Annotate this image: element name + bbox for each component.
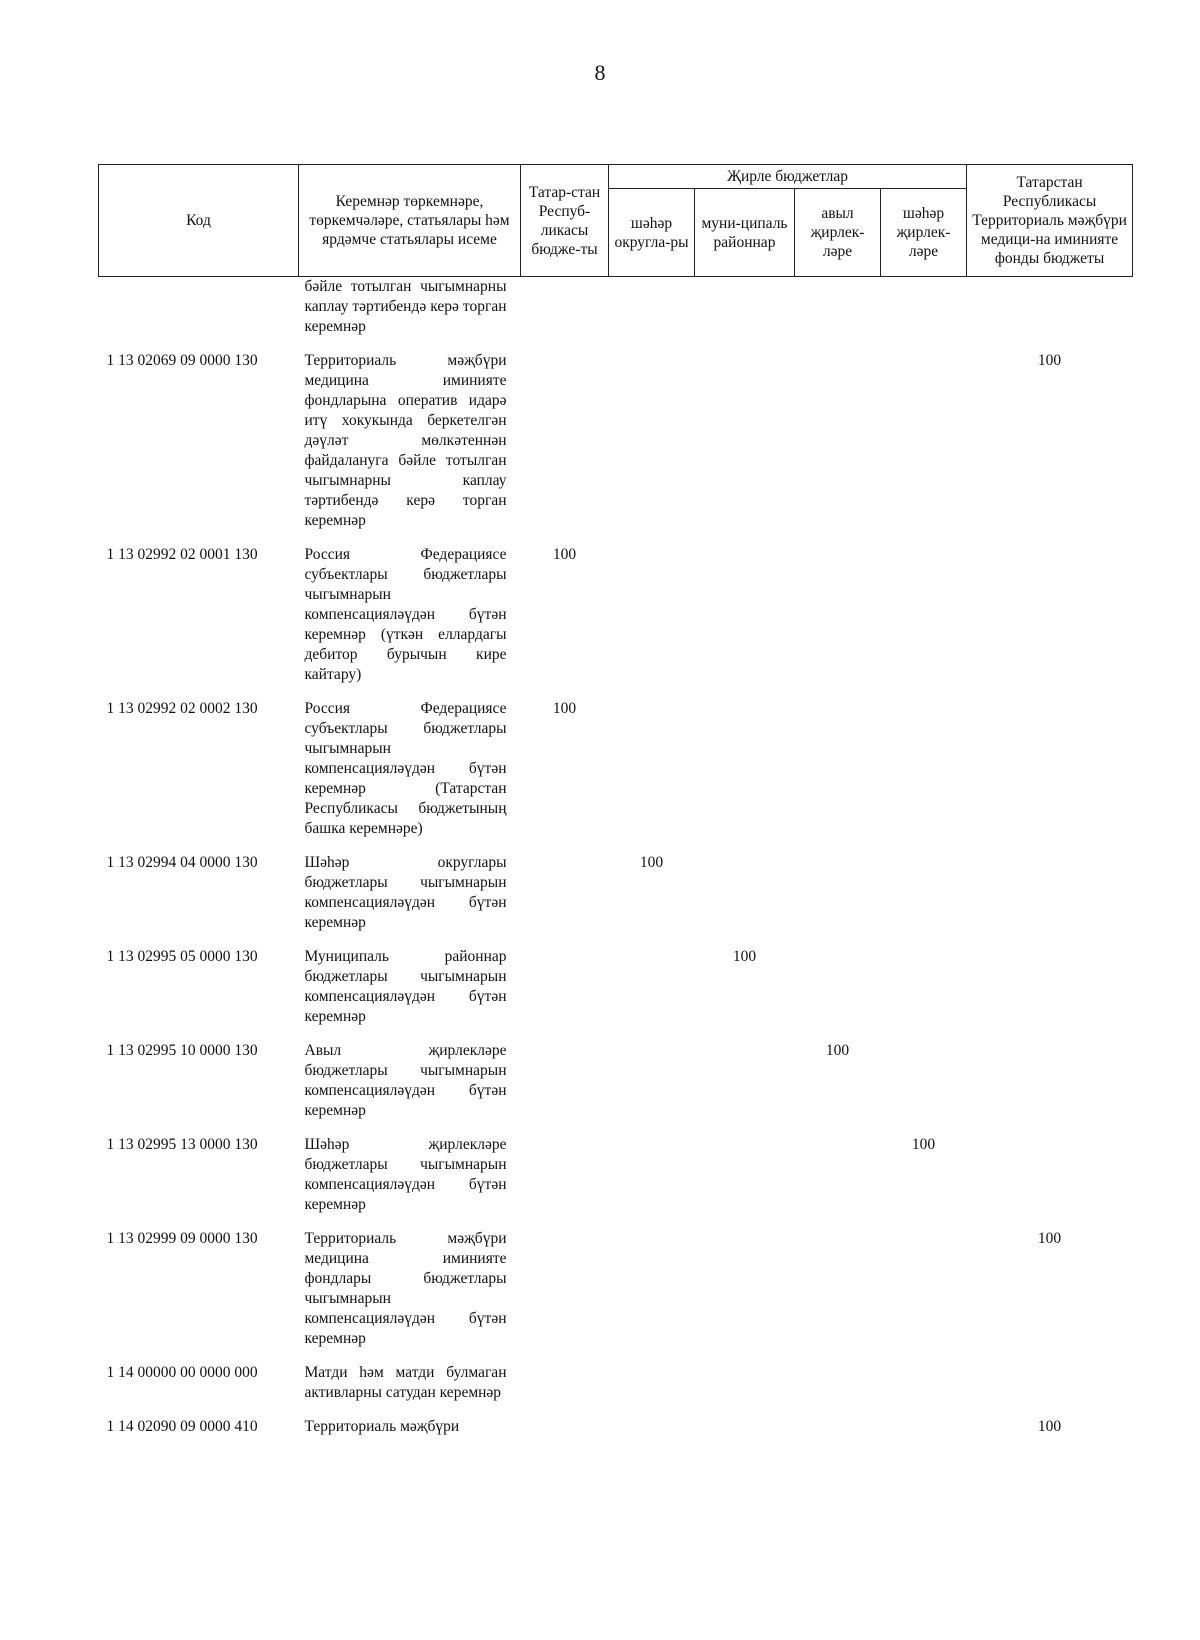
row-rural-settlements-value: 100 — [825, 1042, 850, 1059]
table-row — [99, 1229, 1133, 1363]
row-rt-budget-value — [521, 1135, 609, 1229]
row-urban-settlements-value — [881, 699, 967, 853]
row-rural-settlements-value — [795, 1135, 881, 1229]
row-code: 1 13 02992 02 0002 130 — [106, 700, 258, 717]
row-name: Шәһәр округлары бюджетлары чыгымнарын компенсацияләүдән бүтән керемнәр — [304, 854, 507, 931]
row-fund-budget-value — [967, 853, 1133, 947]
row-code: 1 14 02090 09 0000 410 — [106, 1418, 258, 1435]
table-row — [99, 699, 1133, 853]
header-code: Код — [99, 165, 299, 277]
row-city-districts-value: 100 — [639, 854, 664, 871]
row-rt-budget-value — [521, 1363, 609, 1417]
row-rt-budget-value: 100 — [552, 546, 577, 563]
row-urban-settlements-value — [881, 277, 967, 352]
row-urban-settlements-value — [881, 1041, 967, 1135]
row-name: Шәһәр җирлекләре бюджетлары чыгымнарын компенсацияләүдән бүтән керемнәр — [304, 1136, 507, 1213]
row-city-districts-value — [609, 1417, 695, 1451]
row-rt-budget-value — [521, 1417, 609, 1451]
table-row — [99, 1135, 1133, 1229]
row-urban-settlements-value — [881, 545, 967, 699]
row-municipal-districts-value — [695, 1135, 795, 1229]
row-name: бәйле тотылган чыгымнарны каплау тәртибендә керә торган керемнәр — [304, 278, 507, 335]
table-row — [99, 1417, 1133, 1451]
row-name: Россия Федерациясе субъектлары бюджетлары чыгымнарын компенсацияләүдән бүтән керемнәр (Татарстан Республикасы бюджетының башка керемнәре) — [304, 700, 507, 837]
header-rt-budget: Татар-стан Респуб-ликасы бюдже-ты — [521, 165, 609, 277]
row-municipal-districts-value — [695, 699, 795, 853]
row-fund-budget-value — [967, 277, 1133, 352]
table-row — [99, 947, 1133, 1041]
row-municipal-districts-value — [695, 1229, 795, 1363]
row-rural-settlements-value — [795, 1417, 881, 1451]
row-code: 1 13 02995 10 0000 130 — [106, 1042, 258, 1059]
row-city-districts-value — [609, 1041, 695, 1135]
row-municipal-districts-value — [695, 351, 795, 545]
row-fund-budget-value: 100 — [1037, 352, 1062, 369]
page-number: 8 — [594, 60, 606, 85]
row-rural-settlements-value — [795, 947, 881, 1041]
row-rt-budget-value — [521, 277, 609, 352]
table-row — [99, 853, 1133, 947]
row-fund-budget-value — [967, 947, 1133, 1041]
row-name: Территориаль мәҗбүри медицина иминияте фондларына оператив идарә итү хокукында беркетелгән дәүләт мөлкәтеннән файдалануга бәйле тотылган чыгымнарны каплау тәртибендә керә торган керемнәр — [304, 352, 507, 529]
row-name: Россия Федерациясе субъектлары бюджетлары чыгымнарын компенсацияләүдән бүтән керемнәр (үткән еллардагы дебитор бурычын кире кайтару) — [304, 546, 507, 683]
row-rural-settlements-value — [795, 853, 881, 947]
header-municipal-districts: муни-ципаль районнар — [695, 189, 795, 277]
row-rt-budget-value — [521, 351, 609, 545]
row-code: 1 13 02992 02 0001 130 — [106, 546, 258, 563]
row-city-districts-value — [609, 545, 695, 699]
row-urban-settlements-value — [881, 1229, 967, 1363]
row-code — [99, 277, 299, 352]
table-row — [99, 545, 1133, 699]
row-code: 1 13 02995 05 0000 130 — [106, 948, 258, 965]
row-fund-budget-value — [967, 1135, 1133, 1229]
row-code: 1 13 02994 04 0000 130 — [106, 854, 258, 871]
row-fund-budget-value: 100 — [1037, 1230, 1062, 1247]
header-rural-settlements: авыл җирлек-ләре — [795, 189, 881, 277]
row-city-districts-value — [609, 947, 695, 1041]
row-fund-budget-value — [967, 1041, 1133, 1135]
row-city-districts-value — [609, 1229, 695, 1363]
row-code: 1 13 02999 09 0000 130 — [106, 1230, 258, 1247]
row-rt-budget-value: 100 — [552, 700, 577, 717]
row-municipal-districts-value — [695, 853, 795, 947]
row-rural-settlements-value — [795, 1229, 881, 1363]
row-city-districts-value — [609, 277, 695, 352]
row-municipal-districts-value — [695, 1041, 795, 1135]
row-name: Территориаль мәҗбүри — [304, 1418, 460, 1435]
row-rural-settlements-value — [795, 1363, 881, 1417]
row-urban-settlements-value — [881, 947, 967, 1041]
row-municipal-districts-value: 100 — [732, 948, 757, 965]
table-row — [99, 1041, 1133, 1135]
row-fund-budget-value — [967, 699, 1133, 853]
row-municipal-districts-value — [695, 1363, 795, 1417]
row-rural-settlements-value — [795, 351, 881, 545]
row-municipal-districts-value — [695, 1417, 795, 1451]
row-rural-settlements-value — [795, 277, 881, 352]
revenue-distribution-table — [98, 164, 1133, 1451]
row-urban-settlements-value — [881, 1417, 967, 1451]
row-rt-budget-value — [521, 1229, 609, 1363]
table-body — [99, 277, 1133, 1452]
row-city-districts-value — [609, 1135, 695, 1229]
row-name: Муниципаль районнар бюджетлары чыгымнарын компенсацияләүдән бүтән керемнәр — [304, 948, 507, 1025]
table-row — [99, 1363, 1133, 1417]
row-urban-settlements-value — [881, 853, 967, 947]
row-rt-budget-value — [521, 947, 609, 1041]
row-urban-settlements-value — [881, 1363, 967, 1417]
row-municipal-districts-value — [695, 545, 795, 699]
table-row — [99, 277, 1133, 352]
header-urban-settlements: шәһәр җирлек-ләре — [881, 189, 967, 277]
row-rt-budget-value — [521, 853, 609, 947]
row-urban-settlements-value: 100 — [911, 1136, 936, 1153]
row-code: 1 13 02995 13 0000 130 — [106, 1136, 258, 1153]
row-name: Авыл җирлекләре бюджетлары чыгымнарын компенсацияләүдән бүтән керемнәр — [304, 1042, 507, 1119]
row-fund-budget-value — [967, 1363, 1133, 1417]
header-name: Керемнәр төркемнәре, төркемчәләре, статьялары һәм ярдәмче статьялары исеме — [299, 165, 521, 277]
header-local-budgets: Җирле бюджетлар — [609, 165, 967, 189]
row-code: 1 13 02069 09 0000 130 — [106, 352, 258, 369]
row-rural-settlements-value — [795, 545, 881, 699]
header-fund-budget: Татарстан Республикасы Территориаль мәҗбүри медици-на иминияте фонды бюджеты — [967, 165, 1133, 277]
row-city-districts-value — [609, 1363, 695, 1417]
table-header — [99, 165, 1133, 277]
row-city-districts-value — [609, 699, 695, 853]
row-municipal-districts-value — [695, 277, 795, 352]
row-fund-budget-value: 100 — [1037, 1418, 1062, 1435]
header-city-districts: шәһәр округла-ры — [609, 189, 695, 277]
row-name: Территориаль мәҗбүри медицина иминияте фондлары бюджетлары чыгымнарын компенсацияләүдән бүтән керемнәр — [304, 1230, 507, 1347]
table-row — [99, 351, 1133, 545]
row-rural-settlements-value — [795, 699, 881, 853]
row-fund-budget-value — [967, 545, 1133, 699]
row-code: 1 14 00000 00 0000 000 — [106, 1364, 258, 1381]
row-city-districts-value — [609, 351, 695, 545]
row-name: Матди һәм матди булмаган активларны сатудан керемнәр — [304, 1364, 507, 1401]
row-urban-settlements-value — [881, 351, 967, 545]
row-rt-budget-value — [521, 1041, 609, 1135]
